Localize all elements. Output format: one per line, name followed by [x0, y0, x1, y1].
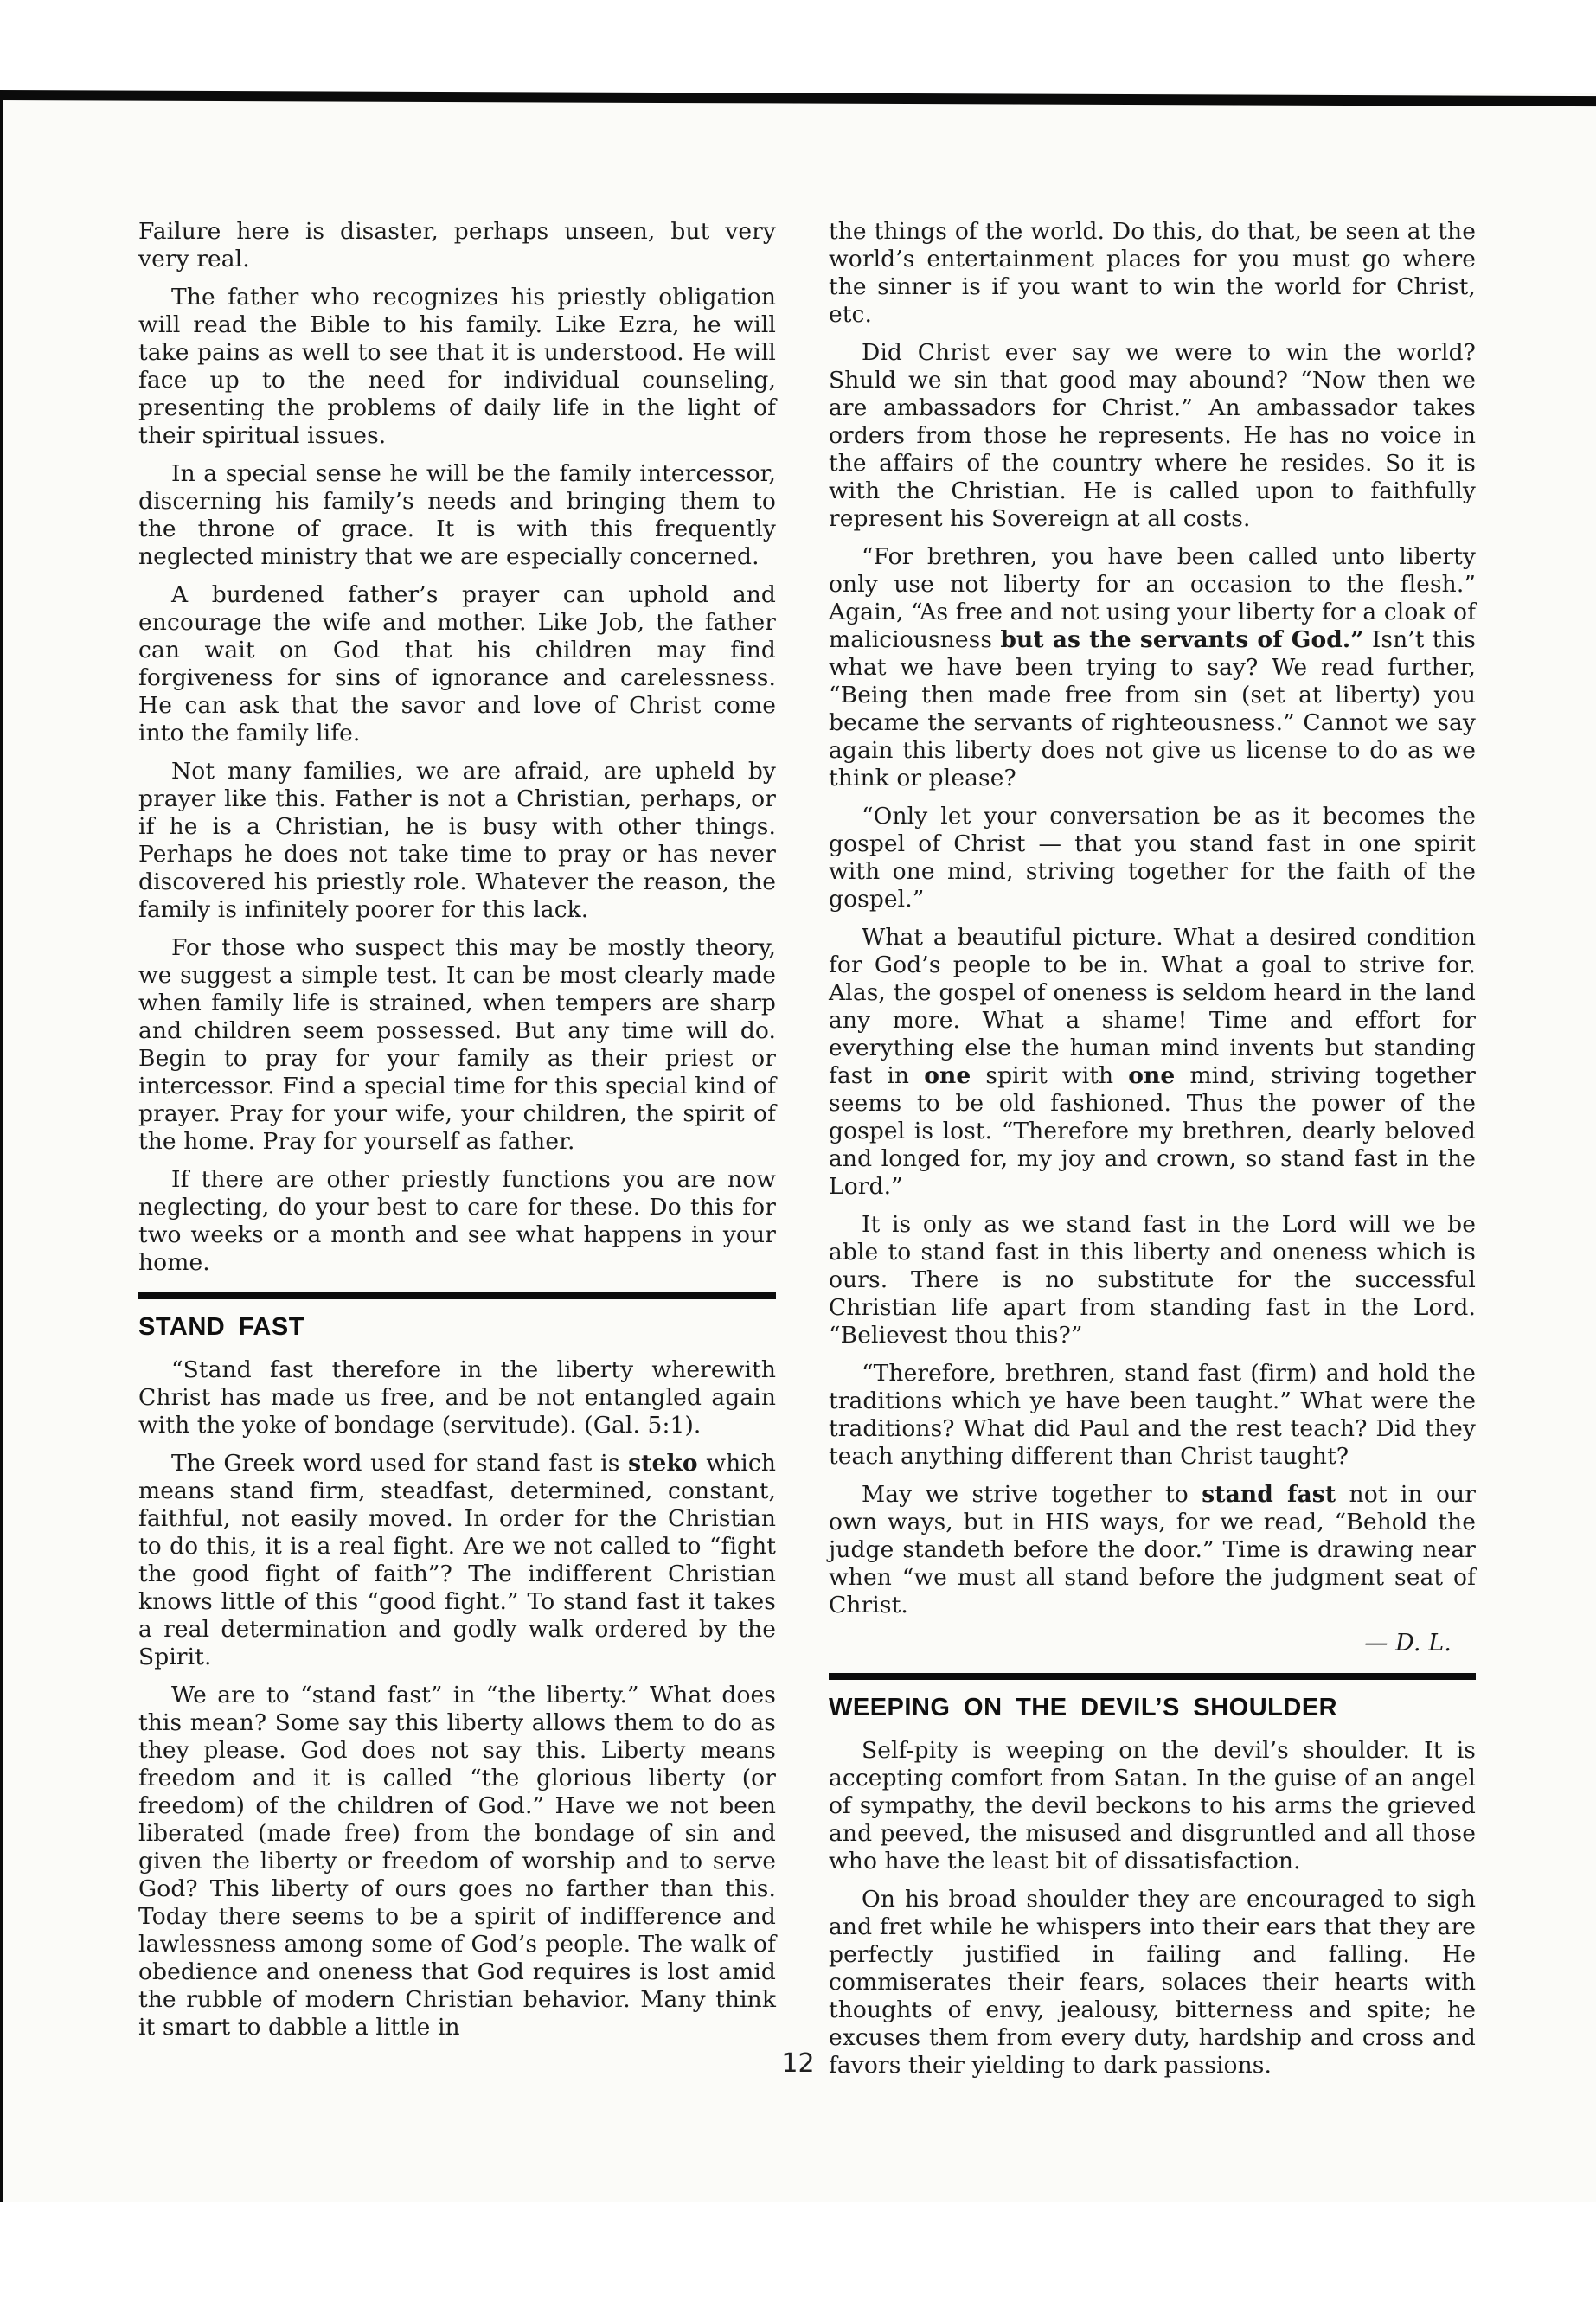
scan-left-edge — [0, 92, 3, 2202]
paragraph: If there are other priestly functions you are now neglecting, do your best to care for these. Do this for two weeks or a month and see what happens in your home. — [138, 1166, 776, 1276]
paragraph: What a beautiful picture. What a desired condition for God’s people to be in. What a goal to strive for. Alas, the gospel of oneness is seldom heard in the land any more. What a shame! Time and effort for everything else the human mind invents but standing fast in one spirit with one mind, striving together seems to be old fashioned. Thus the power of the gospel is lost. “Therefore my brethren, dearly beloved and longed for, my joy and crown, so stand fast in the Lord.” — [829, 924, 1477, 1200]
paragraph: “Therefore, brethren, stand fast (firm) and hold the traditions which ye have been taught.” What were the traditions? What did Paul and the rest teach? Did they teach anything different than Christ taught? — [829, 1360, 1476, 1470]
paragraph: May we strive together to stand fast not in our own ways, but in HIS ways, for we read, “Behold the judge standeth before the door.” Time is drawing near when “we must all stand before the judgment seat of Christ. — [829, 1481, 1476, 1618]
paragraph: On his broad shoulder they are encouraged to sigh and fret while he whispers into their ears that they are perfectly justified in failing and falling. He commiserates their fears, solaces their hearts with thoughts of envy, jealousy, bitterness and spite; he excuses them from every duty, hardship and cross and favors their yielding to dark passions. — [829, 1886, 1476, 2079]
section-divider-rule — [829, 1673, 1476, 1680]
paragraph: “Stand fast therefore in the liberty wherewith Christ has made us free, and be not entangled again with the yoke of bondage (servitude). (Gal. 5:1). — [138, 1356, 776, 1439]
paragraph: The Greek word used for stand fast is steko which means stand firm, steadfast, determined, constant, faithful, not easily moved. In order for the Christian to do this, it is a real fight. Are we not called to “fight the good fight of faith”? The indifferent Christian knows little of this “good fight.” To stand fast it takes a real determination and godly walk ordered by the Spirit. — [138, 1450, 776, 1670]
paragraph: For those who suspect this may be mostly theory, we suggest a simple test. It can be most clearly made when family life is strained, when tempers are sharp and children seem possessed. But any time will do. Begin to pray for your family as their priest or intercessor. Find a special time for this special kind of prayer. Pray for your wife, your children, the spirit of the home. Pray for yourself as father. — [138, 934, 776, 1155]
paragraph: Self-pity is weeping on the devil’s shoulder. It is accepting comfort from Satan. In the guise of an angel of sympathy, the devil beckons to his arms the grieved and peeved, the misused and disgruntled and all those who have the least bit of dissatisfaction. — [829, 1737, 1476, 1875]
paragraph: In a special sense he will be the family intercessor, discerning his family’s needs and bringing them to the throne of grace. It is with this frequently neglected ministry that we are especially concerned. — [138, 460, 776, 570]
paragraph: Not many families, we are afraid, are upheld by prayer like this. Father is not a Christian, perhaps, or if he is a Christian, he is busy with other things. Perhaps he does not take time to pray or has never discovered his priestly role. Whatever the reason, the family is infinitely poorer for this lack. — [138, 758, 776, 923]
paragraph: the things of the world. Do this, do that, be seen at the world’s entertainment places for you must go where the sinner is if you want to win the world for Christ, etc. — [829, 218, 1476, 328]
section-heading-weeping: WEEPING ON THE DEVIL’S SHOULDER — [829, 1694, 1338, 1721]
paragraph: We are to “stand fast” in “the liberty.” What does this mean? Some say this liberty allows them to do as they please. God does not say this. Liberty means freedom and it is called “the glorious liberty (or freedom) of the children of God.” Have we not been liberated (made free) from the bondage of sin and given the liberty or freedom of worship and to serve God? This liberty of ours goes no farther than this. Today there seems to be a spirit of indifference and lawlessness among some of God’s people. The walk of obedience and oneness that God requires is lost amid the rubble of modern Christian behavior. Many think it smart to dabble a little in — [138, 1682, 776, 2041]
page-number: 12 — [781, 2048, 815, 2079]
paragraph: Did Christ ever say we were to win the world? Shuld we sin that good may abound? “Now then we are ambassadors for Christ.” An ambassador takes orders from those he represents. He has no voice in the affairs of the country where he resides. So it is with the Christian. He is called upon to faithfully represent his Sovereign at all costs. — [829, 339, 1476, 532]
section-heading-stand-fast: STAND FAST — [138, 1313, 304, 1341]
paragraph: It is only as we stand fast in the Lord will we be able to stand fast in this liberty and oneness which is ours. There is no substitute for the successful Christian life apart from standing fast in the Lord. “Believest thou this?” — [829, 1211, 1476, 1349]
paragraph: “For brethren, you have been called unto liberty only use not liberty for an occasion to the flesh.” Again, “As free and not using your liberty for a cloak of maliciousness but as the servants of God.” Isn’t this what we have been trying to say? We read further, “Being then made free from sin (set at liberty) you became the servants of righteousness.” Cannot we say again this liberty does not give us license to do as we think or please? — [829, 543, 1476, 792]
paragraph: The father who recognizes his priestly obligation will read the Bible to his family. Like Ezra, he will take pains as well to see that it is understood. He will face up to the need for individual counseling, presenting the problems of daily life in the light of their spiritual issues. — [138, 284, 776, 449]
paragraph: A burdened father’s prayer can uphold and encourage the wife and mother. Like Job, the father can wait on God that his children may find forgiveness for sins of ignorance and carelessness. He can ask that the savor and love of Christ come into the family life. — [138, 581, 776, 747]
paragraph: “Only let your conversation be as it becomes the gospel of Christ — that you stand fast in one spirit with one mind, striving together for the faith of the gospel.” — [829, 803, 1476, 913]
section-divider-rule — [138, 1292, 776, 1299]
right-column — [829, 218, 1476, 2090]
left-column — [138, 218, 776, 2052]
paragraph: Failure here is disaster, perhaps unseen, but very very real. — [138, 218, 776, 272]
author-signature: — D. L. — [1364, 1630, 1452, 1657]
